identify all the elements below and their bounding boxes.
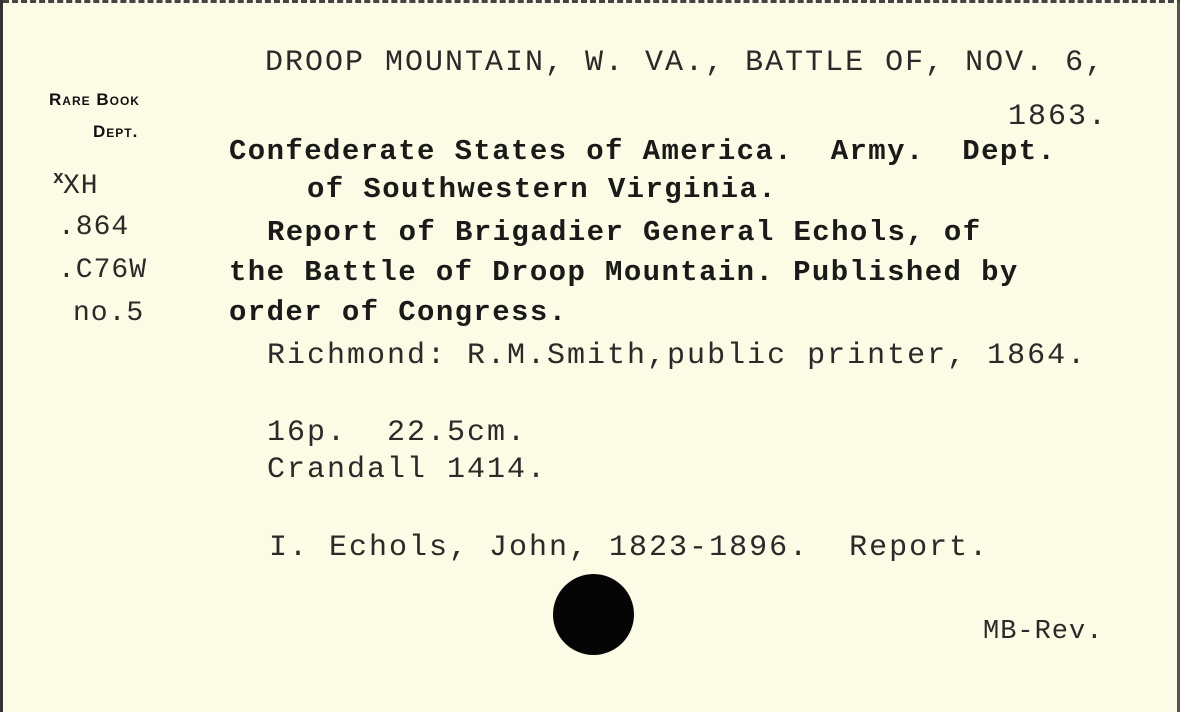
card-top-border [3,0,1180,3]
card-punch-hole [553,574,634,655]
call-number-line: .C76W [58,255,148,286]
call-number-line: no.5 [73,298,145,329]
location-line1: Rare Book [49,90,140,109]
collation: 16p. 22.5cm. [267,416,528,450]
imprint: Richmond: R.M.Smith,public printer, 1864. [267,339,1088,373]
title-line: order of Congress. [229,296,568,329]
tracing: I. Echols, John, 1823-1896. Report. [269,531,990,565]
call-number-line: .864 [58,212,130,243]
main-entry: Confederate States of America. Army. Dept. [229,135,1057,168]
call-number-line: XH [63,171,99,202]
title-line: Report of Brigadier General Echols, of [267,216,982,249]
call-number-mark: x [53,169,65,189]
subject-heading-date: 1863. [1008,100,1109,134]
subject-heading: DROOP MOUNTAIN, W. VA., BATTLE OF, NOV. 6, [265,46,1106,80]
location-line2: Dept. [93,122,139,141]
title-line: the Battle of Droop Mountain. Published by [229,256,1019,289]
card-code: MB-Rev. [983,617,1104,647]
reference: Crandall 1414. [267,453,548,487]
main-entry-cont: of Southwestern Virginia. [307,173,778,206]
